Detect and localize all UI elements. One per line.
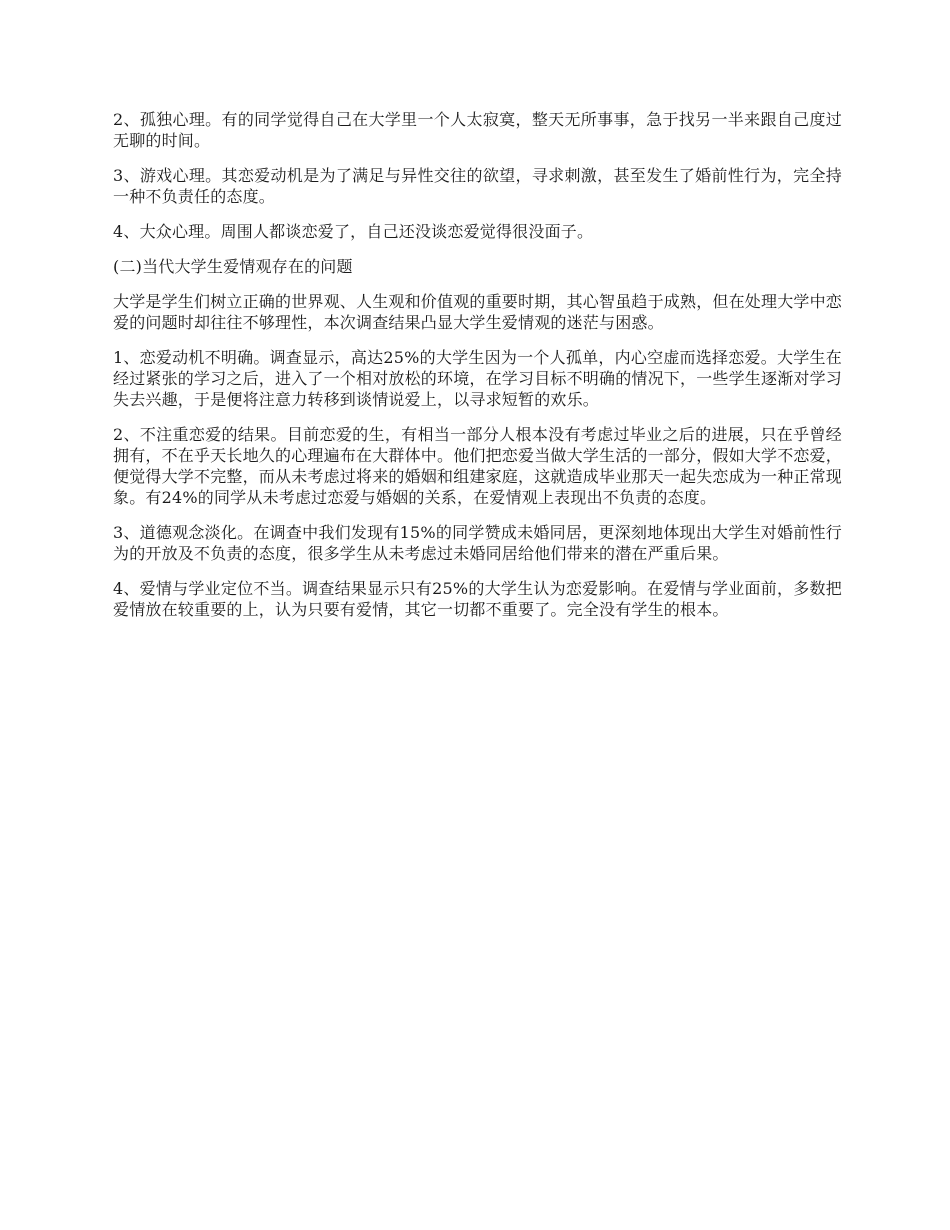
section-heading: (二)当代大学生爱情观存在的问题	[113, 257, 353, 276]
paragraph-ignore-outcome: 2、不注重恋爱的结果。目前恋爱的生，有相当一部分人根本没有考虑过毕业之后的进展，只在乎曾经拥有，不在乎天长地久的心理遍布在大群体中。他们把恋爱当做大学生活的一部分，假如大学不恋爱，便觉得大学不完整，而从未考虑过将来的婚姻和组建家庭，这就造成毕业那天一起失恋成为一种正常现象。有24%的同学从未考虑过恋爱与婚姻的关系，在爱情观上表现出不负责的态度。	[113, 425, 843, 507]
paragraph-game-mentality: 3、游戏心理。其恋爱动机是为了满足与异性交往的欲望，寻求刺激，甚至发生了婚前性行为，完全持一种不负责任的态度。	[113, 166, 842, 206]
paragraph-unclear-motive: 1、恋爱动机不明确。调查显示，高达25%的大学生因为一个人孤单，内心空虚而选择恋爱。大学生在经过紧张的学习之后，进入了一个相对放松的环境，在学习目标不明确的情况下，一些学生逐渐对学习失去兴趣，于是便将注意力转移到谈情说爱上，以寻求短暂的欢乐。	[113, 348, 843, 409]
paragraph-intro: 大学是学生们树立正确的世界观、人生观和价值观的重要时期，其心智虽趋于成熟，但在处理大学中恋爱的问题时却往往不够理性，本次调查结果凸显大学生爱情观的迷茫与困惑。	[113, 292, 843, 332]
paragraph-moral-decline: 3、道德观念淡化。在调查中我们发现有15%的同学赞成未婚同居，更深刻地体现出大学生对婚前性行为的开放及不负责的态度，很多学生从未考虑过未婚同居给他们带来的潜在严重后果。	[113, 523, 842, 563]
paragraph-loneliness: 2、孤独心理。有的同学觉得自己在大学里一个人太寂寞，整天无所事事，急于找另一半来跟自己度过无聊的时间。	[113, 110, 842, 150]
paragraph-love-vs-study: 4、爱情与学业定位不当。调查结果显示只有25%的大学生认为恋爱影响。在爱情与学业面前，多数把爱情放在较重要的上，认为只要有爱情，其它一切都不重要了。完全没有学生的根本。	[113, 579, 842, 619]
document-body	[113, 109, 842, 634]
paragraph-herd-mentality: 4、大众心理。周围人都谈恋爱了，自己还没谈恋爱觉得很没面子。	[113, 222, 594, 241]
